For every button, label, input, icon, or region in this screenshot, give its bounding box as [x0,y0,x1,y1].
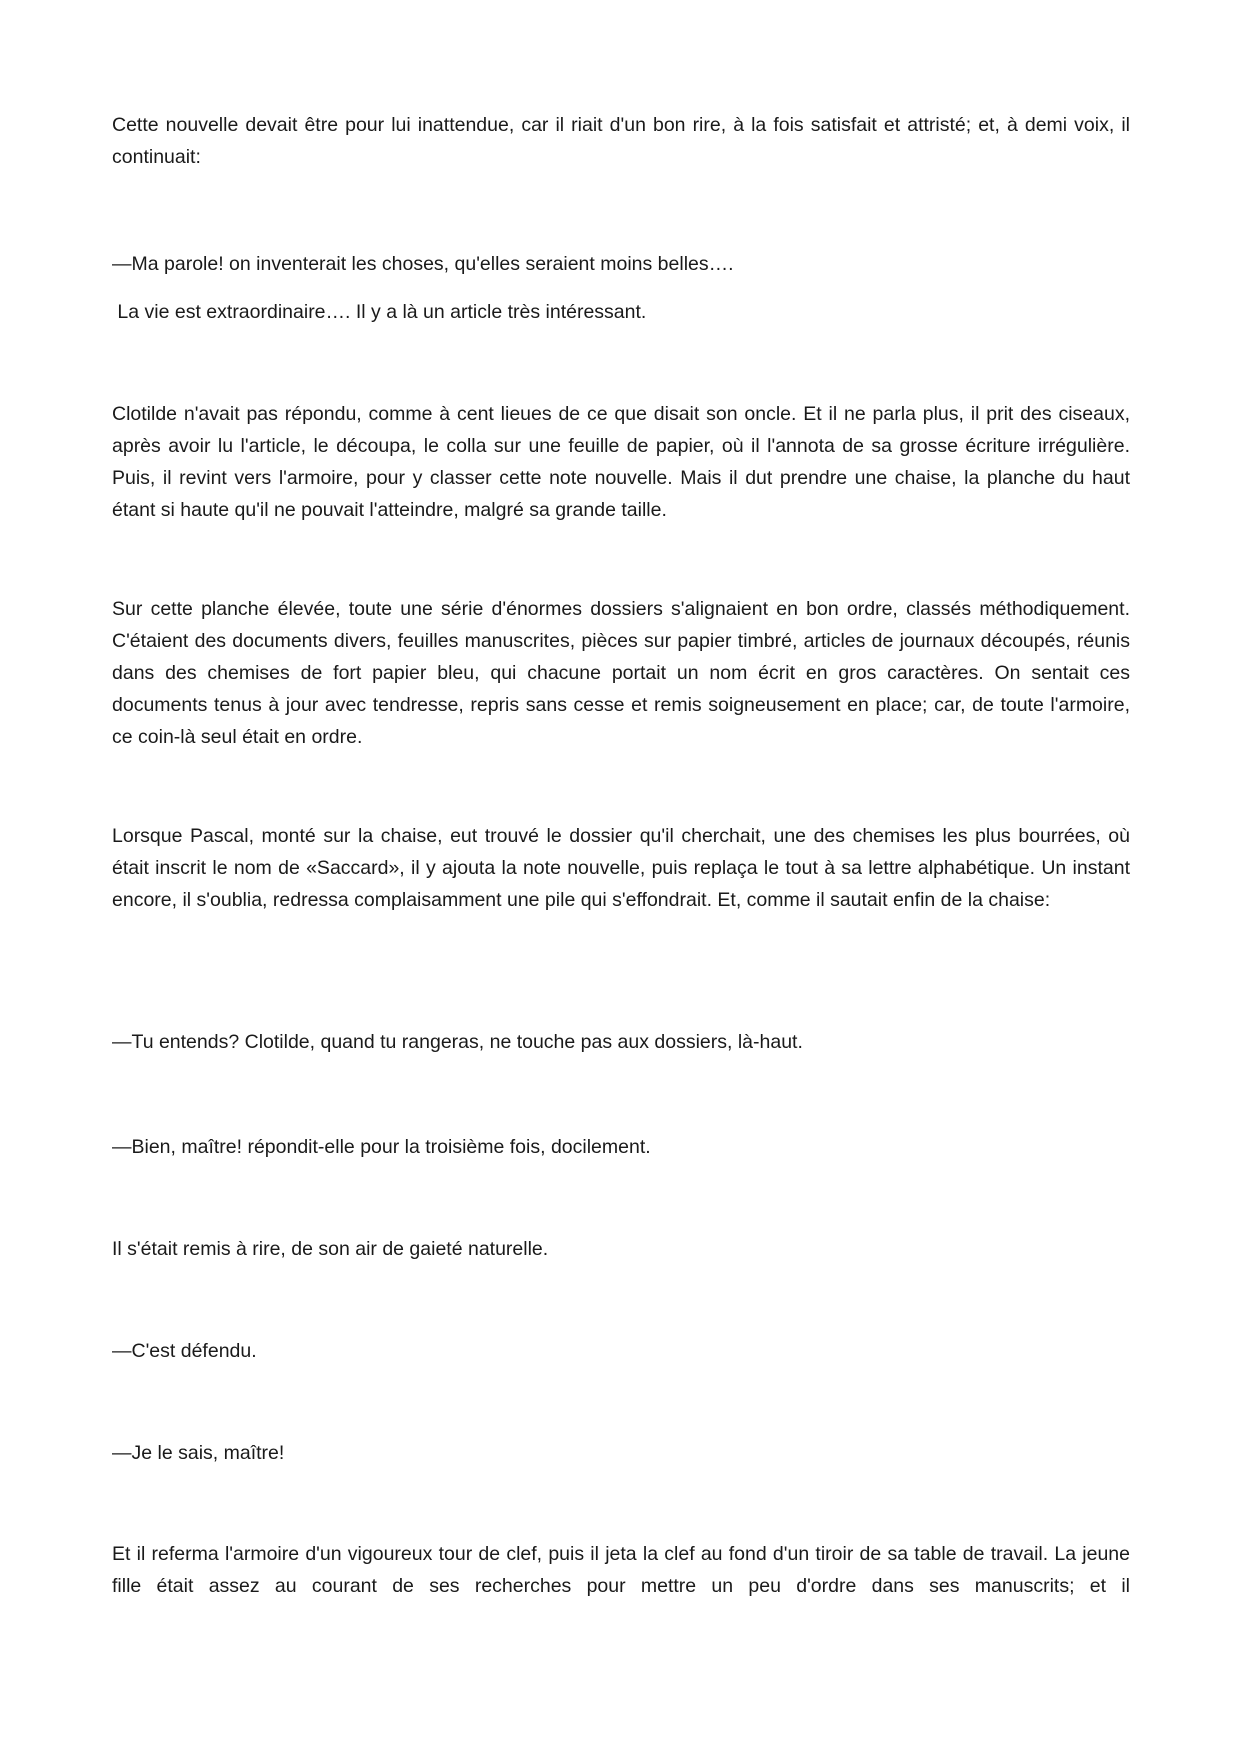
paragraph-7: —Tu entends? Clotilde, quand tu rangeras, ne touche pas aux dossiers, là-haut. [112,1031,803,1053]
paragraph-10: —C'est défendu. [112,1340,257,1362]
paragraph-11: —Je le sais, maître! [112,1442,285,1464]
paragraph-5: Sur cette planche élevée, toute une série d'énormes dossiers s'alignaient en bon ordre, classés méthodiquement. C'étaient des documents divers, feuilles manuscrites, pièces sur papier timbré, articles de journaux découpés, réunis dans des chemises de fort papier bleu, qui chacune portait un nom écrit en gros caractères. On sentait ces documents tenus à jour avec tendresse, repris sans cesse et remis soigneusement en place; car, de toute l'armoire, ce coin-là seul était en ordre. [112,598,1130,748]
paragraph-6: Lorsque Pascal, monté sur la chaise, eut trouvé le dossier qu'il cherchait, une des chemises les plus bourrées, où était inscrit le nom de «Saccard», il y ajouta la note nouvelle, puis replaça le tout à sa lettre alphabétique. Un instant encore, il s'oublia, redressa complaisamment une pile qui s'effondrait. Et, comme il sautait enfin de la chaise: [112,825,1130,911]
paragraph-4: Clotilde n'avait pas répondu, comme à cent lieues de ce que disait son oncle. Et il ne parla plus, il prit des ciseaux, après avoir lu l'article, le découpa, le colla sur une feuille de papier, où il l'annota de sa grosse écriture irrégulière. Puis, il revint vers l'armoire, pour y classer cette note nouvelle. Mais il dut prendre une chaise, la planche du haut étant si haute qu'il ne pouvait l'atteindre, malgré sa grande taille. [112,403,1130,521]
paragraph-2: —Ma parole! on inventerait les choses, qu'elles seraient moins belles…. [112,253,734,275]
paragraph-8: —Bien, maître! répondit-elle pour la troisième fois, docilement. [112,1136,651,1158]
paragraph-9: Il s'était remis à rire, de son air de gaieté naturelle. [112,1238,549,1260]
paragraph-12: Et il referma l'armoire d'un vigoureux tour de clef, puis il jeta la clef au fond d'un tiroir de sa table de travail. La jeune fille était assez au courant de ses recherches pour mettre un peu d'ordre dans ses manuscrits; et il [112,1543,1130,1597]
paragraph-3: La vie est extraordinaire…. Il y a là un article très intéressant. [112,301,647,323]
paragraph-1: Cette nouvelle devait être pour lui inattendue, car il riait d'un bon rire, à la fois satisfait et attristé; et, à demi voix, il continuait: [112,114,1130,168]
